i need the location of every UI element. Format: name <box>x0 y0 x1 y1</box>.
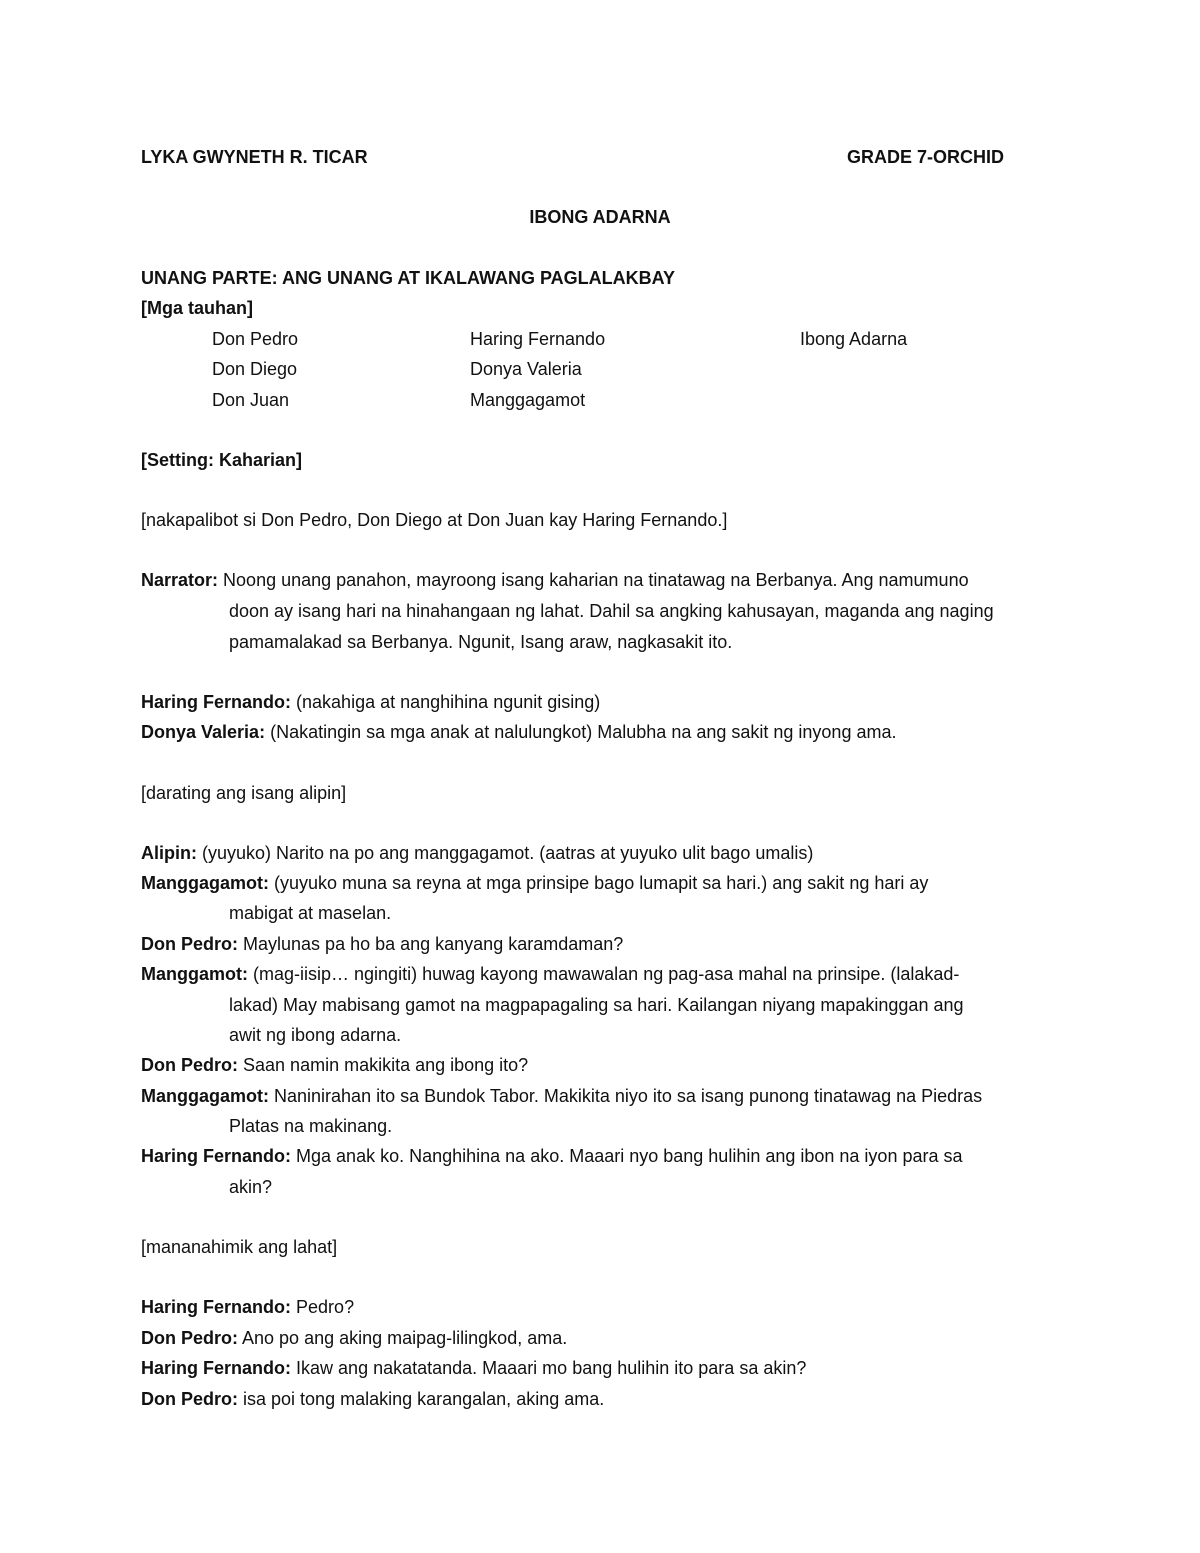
dialogue-continuation: lakad) May mabisang gamot na magpapagaling sa hari. Kailangan niyang mapakinggan ang <box>229 995 964 1015</box>
dialogue-line <box>141 690 600 714</box>
dialogue-continuation: Platas na makinang. <box>229 1116 393 1136</box>
speaker-label: Haring Fernando: <box>141 1358 292 1378</box>
dialogue-continuation: mabigat at maselan. <box>229 903 392 923</box>
speaker-label: Manggagamot: <box>141 1086 269 1106</box>
cast-member: Manggagamot <box>470 390 586 410</box>
cast-member: Don Juan <box>212 390 290 410</box>
document-title: IBONG ADARNA <box>529 207 671 227</box>
author-name: LYKA GWYNETH R. TICAR <box>141 147 368 167</box>
cast-heading: [Mga tauhan] <box>141 298 253 318</box>
dialogue-text: Saan namin makikita ang ibong ito? <box>243 1055 529 1075</box>
narrator-line <box>141 568 969 592</box>
dialogue-continuation: pamamalakad sa Berbanya. Ngunit, Isang araw, nagkasakit ito. <box>229 632 733 652</box>
stage-direction: [darating ang isang alipin] <box>141 783 347 803</box>
dialogue-text: Noong unang panahon, mayroong isang kaharian na tinatawag na Berbanya. Ang namumuno <box>223 570 969 590</box>
dialogue-text: (yuyuko muna sa reyna at mga prinsipe bago lumapit sa hari.) ang sakit ng hari ay <box>274 873 929 893</box>
dialogue-line <box>141 932 623 956</box>
stage-direction: [mananahimik ang lahat] <box>141 1237 338 1257</box>
dialogue-line <box>141 720 896 744</box>
dialogue-line <box>141 1084 982 1108</box>
section-title: UNANG PARTE: ANG UNANG AT IKALAWANG PAGLALAKBAY <box>141 268 675 288</box>
speaker-label: Alipin: <box>141 843 197 863</box>
dialogue-text: Maylunas pa ho ba ang kanyang karamdaman? <box>243 934 624 954</box>
dialogue-text: Mga anak ko. Nanghihina na ako. Maaari nyo bang hulihin ang ibon na iyon para sa <box>296 1146 963 1166</box>
speaker-label: Don Pedro: <box>141 1328 238 1348</box>
speaker-label: Don Pedro: <box>141 1055 238 1075</box>
dialogue-line <box>141 1387 604 1411</box>
dialogue-line <box>141 841 813 865</box>
cast-member: Ibong Adarna <box>800 329 908 349</box>
speaker-label: Manggagamot: <box>141 873 269 893</box>
cast-member: Donya Valeria <box>470 359 582 379</box>
dialogue-line <box>141 871 928 895</box>
speaker-label: Don Pedro: <box>141 1389 238 1409</box>
speaker-label: Haring Fernando: <box>141 1146 292 1166</box>
speaker-label: Manggamot: <box>141 964 248 984</box>
dialogue-text: (nakahiga at nanghihina ngunit gising) <box>296 692 601 712</box>
speaker-label: Donya Valeria: <box>141 722 266 742</box>
dialogue-text: isa poi tong malaking karangalan, aking ama. <box>243 1389 605 1409</box>
cast-member: Haring Fernando <box>470 329 606 349</box>
dialogue-text: Pedro? <box>296 1297 355 1317</box>
setting-line: [Setting: Kaharian] <box>141 450 303 470</box>
dialogue-line <box>141 1356 806 1380</box>
dialogue-continuation: akin? <box>229 1177 273 1197</box>
dialogue-continuation: awit ng ibong adarna. <box>229 1025 402 1045</box>
dialogue-text: (yuyuko) Narito na po ang manggagamot. (aatras at yuyuko ulit bago umalis) <box>202 843 814 863</box>
dialogue-line <box>141 1326 567 1350</box>
grade-section: GRADE 7-ORCHID <box>847 147 1005 167</box>
dialogue-text: Ano po ang aking maipag-lilingkod, ama. <box>242 1328 568 1348</box>
dialogue-text: (Nakatingin sa mga anak at nalulungkot) Malubha na ang sakit ng inyong ama. <box>270 722 897 742</box>
cast-member: Don Diego <box>212 359 298 379</box>
dialogue-line <box>141 1144 963 1168</box>
speaker-label: Haring Fernando: <box>141 692 292 712</box>
dialogue-text: Ikaw ang nakatatanda. Maaari mo bang hulihin ito para sa akin? <box>296 1358 807 1378</box>
dialogue-line <box>141 1295 354 1319</box>
dialogue-line <box>141 1053 528 1077</box>
dialogue-text: Naninirahan ito sa Bundok Tabor. Makikita niyo ito sa isang punong tinatawag na Piedras <box>274 1086 983 1106</box>
cast-member: Don Pedro <box>212 329 299 349</box>
dialogue-line <box>141 962 959 986</box>
speaker-label: Don Pedro: <box>141 934 238 954</box>
dialogue-continuation: doon ay isang hari na hinahangaan ng lahat. Dahil sa angking kahusayan, maganda ang naging <box>229 601 994 621</box>
dialogue-text: (mag-iisip… ngingiti) huwag kayong mawawalan ng pag-asa mahal na prinsipe. (lalakad- <box>253 964 960 984</box>
speaker-label: Narrator: <box>141 570 219 590</box>
stage-direction: [nakapalibot si Don Pedro, Don Diego at Don Juan kay Haring Fernando.] <box>141 510 728 530</box>
speaker-label: Haring Fernando: <box>141 1297 292 1317</box>
